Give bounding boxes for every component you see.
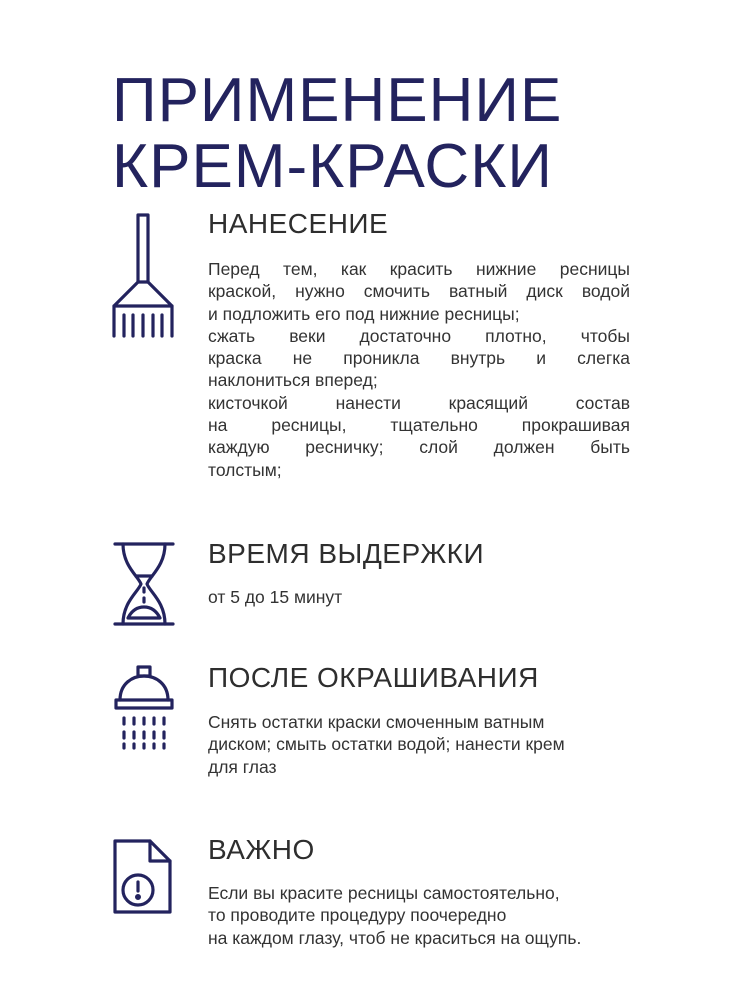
section-heading-application: НАНЕСЕНИЕ: [208, 208, 389, 239]
section-heading-after: ПОСЛЕ ОКРАШИВАНИЯ: [208, 662, 539, 693]
section-text-after: [208, 711, 630, 778]
text-line: краска не проникла внутрь и слегка: [208, 348, 630, 369]
page-title-line-1: ПРИМЕНЕНИЕ: [112, 66, 563, 135]
shower-icon: [112, 664, 182, 804]
page-title-line-2: КРЕМ-КРАСКИ: [112, 132, 553, 201]
section-heading-important: ВАЖНО: [208, 834, 315, 865]
text-line: Снять остатки краски смоченным ватным: [208, 712, 545, 732]
section-heading-time: ВРЕМЯ ВЫДЕРЖКИ: [208, 538, 485, 569]
text-line: для глаз: [208, 756, 277, 777]
text-line: Перед тем, как красить нижние ресницы: [208, 259, 630, 279]
text-line: наклониться вперед;: [208, 370, 378, 391]
text-line: сжать веки достаточно плотно, чтобы: [208, 325, 630, 346]
text-line: кисточкой нанести красящий состав: [208, 392, 630, 413]
text-line: каждую ресничку; слой должен быть: [208, 437, 630, 458]
section-text-application: [208, 258, 630, 481]
text-line: краской, нужно смочить ватный диск водой: [208, 281, 630, 302]
text-line: то проводите процедуру поочередно: [208, 905, 507, 926]
section-text-important: [208, 882, 630, 949]
text-line: на ресницы, тщательно прокрашивая: [208, 415, 630, 436]
brush-icon: [108, 212, 178, 352]
hourglass-icon: [112, 540, 182, 680]
text-line: диском; смыть остатки водой; нанести крем: [208, 734, 565, 755]
warning-document-icon: [112, 838, 182, 978]
text-line: толстым;: [208, 459, 282, 480]
text-line: от 5 до 15 минут: [208, 587, 343, 607]
text-line: и подложить его под нижние ресницы;: [208, 303, 520, 324]
text-line: Если вы красите ресницы самостоятельно,: [208, 883, 560, 903]
text-line: на каждом глазу, чтоб не краситься на ощупь.: [208, 927, 582, 948]
page-title: [112, 68, 562, 200]
section-text-time: [208, 586, 630, 608]
